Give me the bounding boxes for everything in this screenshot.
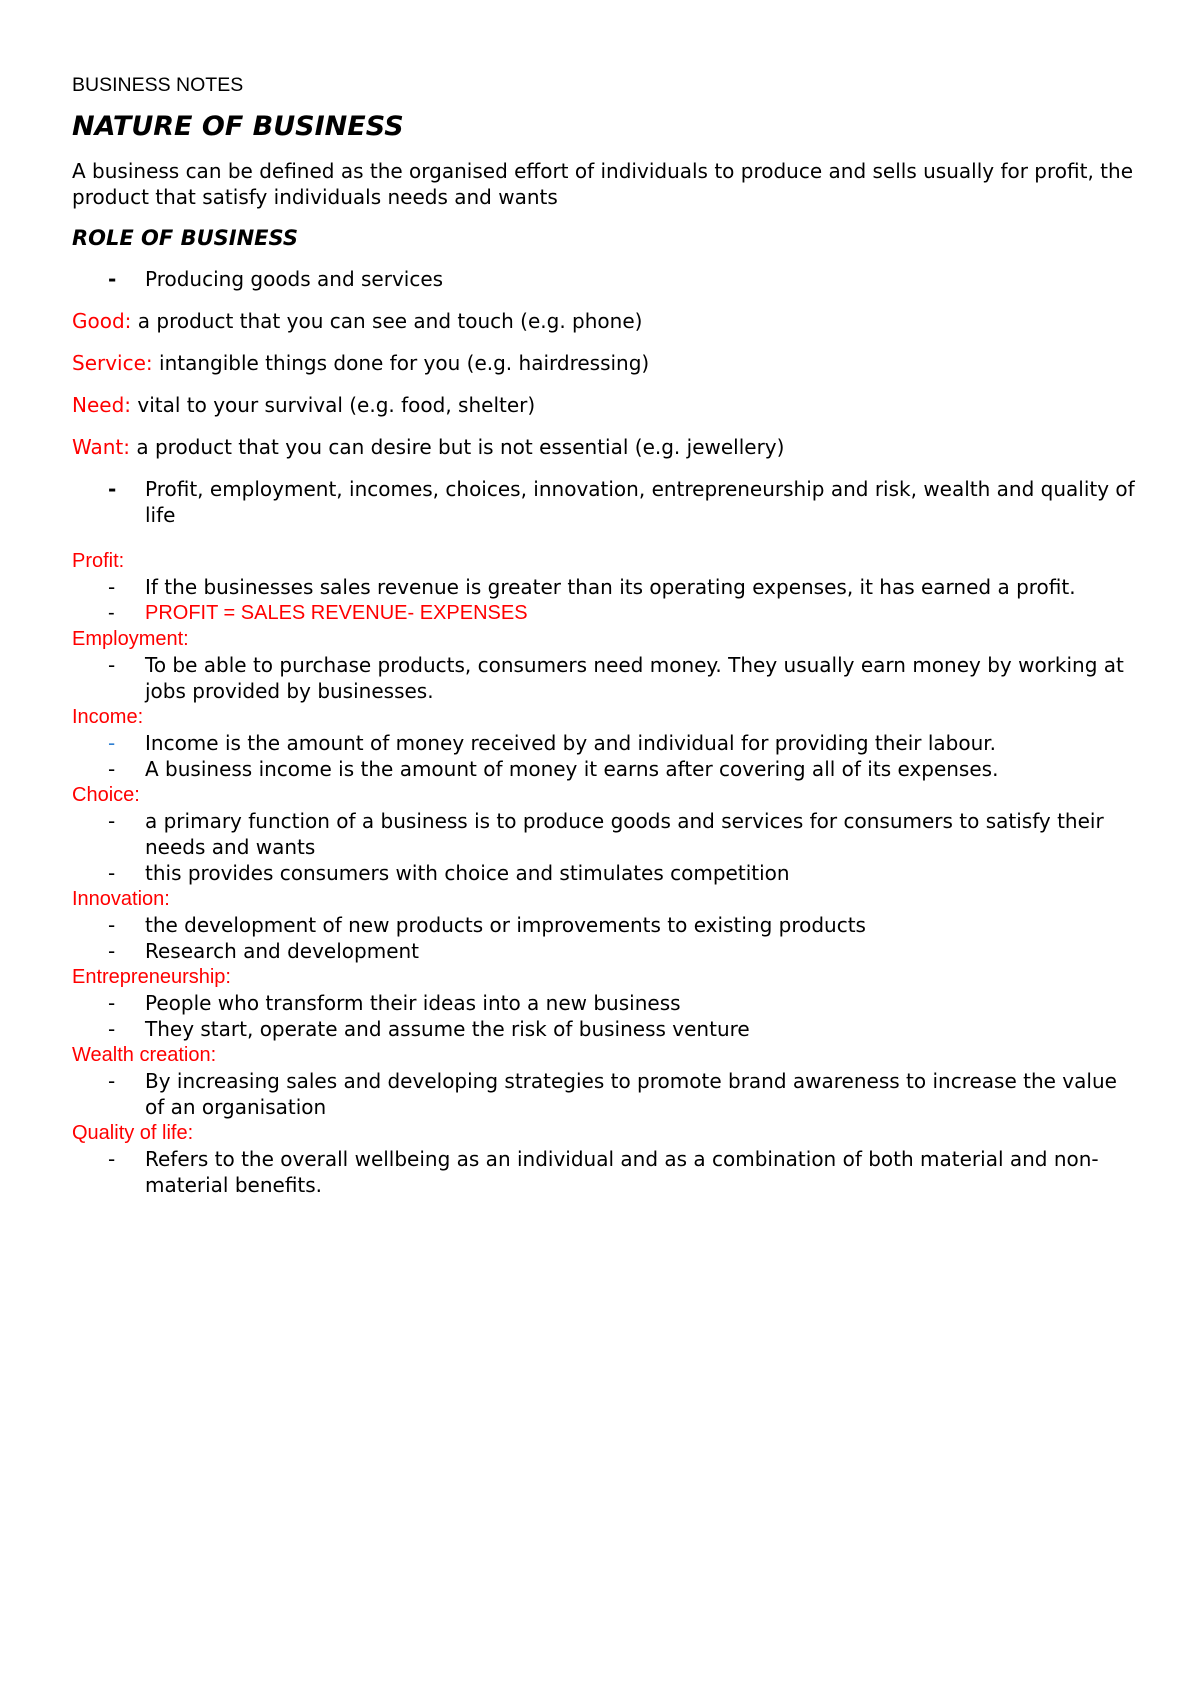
item-dash: - — [108, 731, 116, 755]
item-text: Research and development — [145, 939, 420, 963]
item-dash: - — [108, 1017, 116, 1041]
section-term-quality-of-life: Quality of life: — [72, 1122, 194, 1144]
item-dash: - — [108, 653, 116, 677]
item-text: By increasing sales and developing strategies to promote brand awareness to increase the value of an organisation — [145, 1069, 1117, 1119]
list-item — [72, 1068, 1142, 1120]
list-item — [72, 912, 1142, 938]
list-item — [72, 860, 1142, 886]
list-item — [72, 652, 1142, 704]
item-dash: - — [108, 757, 116, 781]
list-item — [72, 1016, 1142, 1042]
profit-formula: PROFIT = SALES REVENUE- EXPENSES — [145, 602, 528, 624]
section-term-income: Income: — [72, 706, 144, 728]
bullet-text: Profit, employment, incomes, choices, innovation, entrepreneurship and risk, wealth and quality of life — [145, 477, 1135, 527]
section-term-wealth-creation: Wealth creation: — [72, 1044, 217, 1066]
item-dash: - — [108, 1069, 116, 1093]
document-body — [72, 72, 1142, 1198]
item-dash: - — [108, 861, 116, 885]
bullet-dash: - — [108, 477, 117, 501]
definition-term: Need: — [72, 393, 132, 417]
item-text: People who transform their ideas into a new business — [145, 991, 681, 1015]
definition-want — [72, 434, 1142, 460]
item-dash: - — [108, 939, 116, 963]
item-dash: - — [108, 809, 116, 833]
section-term-choice: Choice: — [72, 784, 140, 806]
definition-text: a product that you can desire but is not essential (e.g. jewellery) — [130, 435, 785, 459]
bullet-roles-list — [72, 476, 1142, 528]
list-item — [72, 990, 1142, 1016]
definition-service — [72, 350, 1142, 376]
section-term-innovation: Innovation: — [72, 888, 170, 910]
definition-need — [72, 392, 1142, 418]
list-item — [72, 808, 1142, 860]
page-title: NATURE OF BUSINESS — [72, 111, 404, 142]
bullet-dash: - — [108, 267, 117, 291]
list-item — [72, 756, 1142, 782]
item-text: a primary function of a business is to produce goods and services for consumers to satisfy their needs and wants — [145, 809, 1104, 859]
item-text: They start, operate and assume the risk of business venture — [145, 1017, 750, 1041]
header-label: BUSINESS NOTES — [72, 74, 244, 96]
item-text: this provides consumers with choice and stimulates competition — [145, 861, 790, 885]
item-text: Income is the amount of money received by and individual for providing their labour. — [145, 731, 997, 755]
definition-text: intangible things done for you (e.g. hairdressing) — [152, 351, 650, 375]
definition-term: Want: — [72, 435, 131, 459]
definition-term: Service: — [72, 351, 153, 375]
list-item — [72, 574, 1142, 600]
item-dash: - — [108, 991, 116, 1015]
definition-text: a product that you can see and touch (e.g. phone) — [131, 309, 643, 333]
list-item — [72, 730, 1142, 756]
definition-text: vital to your survival (e.g. food, shelter) — [131, 393, 536, 417]
item-text: Refers to the overall wellbeing as an individual and as a combination of both material and non-material benefits. — [145, 1147, 1099, 1197]
section-term-entrepreneurship: Entrepreneurship: — [72, 966, 231, 988]
list-item — [72, 1146, 1142, 1198]
definition-good — [72, 308, 1142, 334]
bullet-text: Producing goods and services — [145, 267, 444, 291]
item-text: the development of new products or improvements to existing products — [145, 913, 866, 937]
item-text: To be able to purchase products, consumers need money. They usually earn money by working at jobs provided by businesses. — [145, 653, 1124, 703]
list-item — [72, 938, 1142, 964]
definition-term: Good: — [72, 309, 132, 333]
item-text: If the businesses sales revenue is greater than its operating expenses, it has earned a profit. — [145, 575, 1076, 599]
list-item-profit-formula — [72, 600, 1142, 626]
intro-paragraph: A business can be defined as the organised effort of individuals to produce and sells usually for profit, the product that satisfy individuals needs and wants — [72, 159, 1133, 209]
section-term-employment: Employment: — [72, 628, 189, 650]
item-dash: - — [108, 913, 116, 937]
item-dash: - — [108, 602, 115, 624]
item-dash: - — [108, 1147, 116, 1171]
section-term-profit: Profit: — [72, 550, 125, 572]
role-heading: ROLE OF BUSINESS — [72, 226, 298, 250]
item-text: A business income is the amount of money it earns after covering all of its expenses. — [145, 757, 999, 781]
bullet-producing-goods — [72, 266, 1142, 292]
item-dash: - — [108, 575, 116, 599]
